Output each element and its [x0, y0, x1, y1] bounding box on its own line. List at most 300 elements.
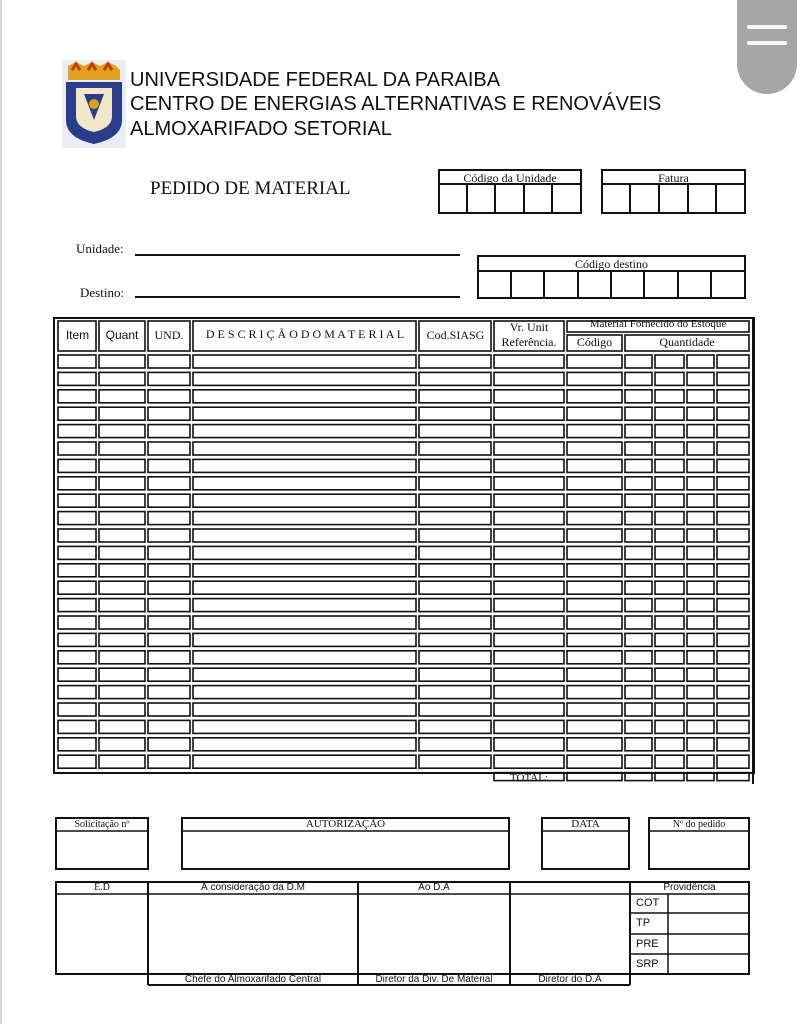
table-cell [625, 390, 652, 403]
table-cell [99, 372, 145, 385]
table-cell [717, 355, 749, 368]
table-cell [687, 529, 714, 542]
table-cell [419, 512, 491, 525]
table-cell [687, 738, 714, 751]
table-cell [148, 512, 190, 525]
table-cell [419, 355, 491, 368]
table-cell [494, 494, 564, 507]
table-cell [99, 477, 145, 490]
table-cell [717, 720, 749, 733]
table-cell [193, 529, 416, 542]
table-cell [419, 459, 491, 472]
department-name: ALMOXARIFADO SETORIAL [130, 118, 392, 140]
table-cell [419, 529, 491, 542]
table-cell [494, 372, 564, 385]
table-cell [625, 512, 652, 525]
table-cell [99, 494, 145, 507]
table-cell [567, 616, 622, 629]
table-cell [148, 755, 190, 768]
table-cell [494, 546, 564, 559]
table-cell [148, 720, 190, 733]
destino-label: Destino: [80, 285, 125, 300]
table-cell [419, 581, 491, 594]
ed-label: E.D [94, 882, 110, 893]
table-cell [717, 703, 749, 716]
table-cell [655, 651, 684, 664]
table-cell [58, 599, 96, 612]
solicitacao-label: Solicitação nº [74, 819, 130, 830]
table-cell [625, 651, 652, 664]
table-cell [494, 633, 564, 646]
table-cell [494, 599, 564, 612]
table-cell [625, 425, 652, 438]
table-cell [99, 459, 145, 472]
table-cell [655, 686, 684, 699]
table-cell [99, 355, 145, 368]
table-cell [567, 755, 622, 768]
table-cell [58, 459, 96, 472]
table-cell [687, 477, 714, 490]
table-cell [494, 407, 564, 420]
table-cell [58, 581, 96, 594]
table-cell [494, 442, 564, 455]
table-cell [625, 564, 652, 577]
table-cell [567, 372, 622, 385]
table-cell [625, 738, 652, 751]
table-cell [717, 425, 749, 438]
table-cell [148, 442, 190, 455]
table-cell [58, 616, 96, 629]
table-cell [655, 564, 684, 577]
table-cell [567, 720, 622, 733]
table-cell [717, 529, 749, 542]
table-cell [58, 494, 96, 507]
table-cell [625, 686, 652, 699]
table-cell [494, 512, 564, 525]
table-cell [148, 686, 190, 699]
table-cell [193, 651, 416, 664]
form-title: PEDIDO DE MATERIAL [150, 178, 351, 199]
table-cell [717, 738, 749, 751]
table-cell [148, 355, 190, 368]
table-cell [419, 425, 491, 438]
table-cell [148, 459, 190, 472]
table-cell [625, 581, 652, 594]
numero-pedido-label: Nº do pedido [672, 819, 726, 830]
table-cell [193, 755, 416, 768]
table-cell [717, 407, 749, 420]
table-cell [193, 546, 416, 559]
table-cell [625, 720, 652, 733]
table-cell [687, 564, 714, 577]
table-cell [687, 390, 714, 403]
table-cell [99, 633, 145, 646]
table-cell [58, 546, 96, 559]
table-cell [99, 720, 145, 733]
table-cell [494, 425, 564, 438]
table-cell [58, 425, 96, 438]
table-cell [655, 512, 684, 525]
providencia-cot: COT [636, 897, 660, 909]
table-cell [419, 442, 491, 455]
header-material-fornecido: Material Fornecido do Estoque [589, 318, 727, 330]
table-cell [717, 564, 749, 577]
table-cell [193, 442, 416, 455]
consideracao-label: À consideração da D.M [201, 882, 305, 893]
table-cell [625, 494, 652, 507]
table-cell [148, 616, 190, 629]
table-cell [567, 442, 622, 455]
table-cell [625, 633, 652, 646]
table-cell [625, 755, 652, 768]
table-cell [625, 529, 652, 542]
table-cell [58, 633, 96, 646]
table-cell [625, 546, 652, 559]
header-item: Item [65, 328, 90, 342]
table-cell [494, 668, 564, 681]
providencia-tp: TP [636, 917, 651, 929]
table-cell [567, 546, 622, 559]
table-cell [717, 512, 749, 525]
table-cell [687, 616, 714, 629]
table-cell [567, 703, 622, 716]
table-cell [148, 407, 190, 420]
table-cell [567, 407, 622, 420]
table-cell [494, 616, 564, 629]
table-cell [148, 494, 190, 507]
diretor-div-label: Diretor da Div. De Material [375, 974, 493, 985]
table-cell [687, 668, 714, 681]
table-cell [494, 581, 564, 594]
table-cell [99, 686, 145, 699]
table-cell [58, 477, 96, 490]
table-cell [567, 425, 622, 438]
table-cell [193, 668, 416, 681]
table-cell [717, 442, 749, 455]
table-cell [625, 599, 652, 612]
table-cell [655, 355, 684, 368]
table-cell [567, 494, 622, 507]
header-quantidade: Quantidade [659, 335, 715, 349]
table-cell [58, 703, 96, 716]
table-cell [687, 633, 714, 646]
table-cell [494, 651, 564, 664]
table-cell [687, 494, 714, 507]
table-cell [567, 686, 622, 699]
table-cell [99, 616, 145, 629]
table-cell [625, 355, 652, 368]
table-cell [193, 599, 416, 612]
table-cell [99, 564, 145, 577]
header-codigo: Código [576, 335, 613, 349]
table-cell [655, 738, 684, 751]
table-cell [193, 459, 416, 472]
table-cell [99, 668, 145, 681]
table-cell [193, 564, 416, 577]
table-cell [494, 703, 564, 716]
codigo-destino-label: Código destino [574, 257, 648, 271]
table-cell [148, 425, 190, 438]
table-cell [687, 599, 714, 612]
form-grid [2, 0, 803, 1024]
table-cell [687, 755, 714, 768]
table-cell [193, 390, 416, 403]
table-cell [99, 651, 145, 664]
table-cell [717, 616, 749, 629]
table-cell [419, 372, 491, 385]
table-cell [687, 581, 714, 594]
table-cell [148, 599, 190, 612]
table-cell [193, 372, 416, 385]
header-quant: Quant [105, 328, 139, 342]
table-cell [717, 372, 749, 385]
table-cell [58, 564, 96, 577]
table-cell [148, 390, 190, 403]
total-label: TOTAL: [509, 772, 549, 784]
autorizacao-label: AUTORIZAÇÃO [305, 818, 386, 830]
table-cell [419, 477, 491, 490]
table-cell [99, 407, 145, 420]
table-cell [148, 633, 190, 646]
table-cell [193, 581, 416, 594]
table-cell [655, 390, 684, 403]
table-cell [419, 651, 491, 664]
table-cell [625, 703, 652, 716]
table-cell [148, 372, 190, 385]
table-cell [148, 564, 190, 577]
table-cell [58, 686, 96, 699]
table-cell [494, 720, 564, 733]
table-cell [148, 546, 190, 559]
codigo-unidade-label: Código da Unidade [463, 171, 557, 185]
table-cell [419, 494, 491, 507]
table-cell [687, 459, 714, 472]
chefe-label: Chefe do Almoxarifado Central [184, 974, 322, 985]
table-cell [419, 703, 491, 716]
table-cell [717, 459, 749, 472]
table-cell [655, 407, 684, 420]
table-cell [717, 755, 749, 768]
table-cell [687, 703, 714, 716]
header-referencia: Referência. [501, 335, 557, 349]
table-cell [99, 442, 145, 455]
table-cell [655, 720, 684, 733]
table-cell [655, 529, 684, 542]
table-cell [193, 494, 416, 507]
fatura-label: Fatura [658, 171, 689, 185]
table-cell [419, 616, 491, 629]
table-cell [494, 355, 564, 368]
table-cell [193, 720, 416, 733]
table-cell [99, 599, 145, 612]
table-cell [419, 738, 491, 751]
table-cell [58, 512, 96, 525]
table-cell [419, 599, 491, 612]
table-cell [99, 581, 145, 594]
header-vr-unit: Vr. Unit [509, 320, 549, 334]
table-cell [419, 564, 491, 577]
table-cell [567, 633, 622, 646]
table-cell [58, 407, 96, 420]
table-cell [655, 581, 684, 594]
table-cell [687, 686, 714, 699]
table-cell [625, 616, 652, 629]
table-cell [419, 686, 491, 699]
table-cell [625, 442, 652, 455]
table-cell [687, 546, 714, 559]
table-cell [717, 581, 749, 594]
table-cell [625, 407, 652, 420]
table-cell [148, 477, 190, 490]
table-cell [494, 477, 564, 490]
table-cell [99, 425, 145, 438]
providencia-label: Providência [663, 882, 716, 893]
table-cell [494, 738, 564, 751]
table-cell [148, 668, 190, 681]
diretor-da-label: Diretor do D.A [538, 974, 602, 985]
table-cell [99, 529, 145, 542]
ao-da-label: Ao D.A [418, 882, 450, 893]
table-cell [419, 546, 491, 559]
table-cell [567, 529, 622, 542]
table-cell [655, 459, 684, 472]
table-cell [655, 546, 684, 559]
table-cell [655, 755, 684, 768]
table-cell [567, 355, 622, 368]
table-cell [717, 686, 749, 699]
table-cell [148, 703, 190, 716]
header-cod-siasg: Cod.SIASG [426, 328, 485, 342]
table-cell [717, 651, 749, 664]
table-cell [687, 372, 714, 385]
table-cell [58, 529, 96, 542]
table-cell [494, 529, 564, 542]
table-cell [99, 512, 145, 525]
table-cell [717, 633, 749, 646]
table-cell [717, 494, 749, 507]
table-cell [419, 755, 491, 768]
table-cell [99, 703, 145, 716]
providencia-pre: PRE [636, 938, 659, 950]
center-name: CENTRO DE ENERGIAS ALTERNATIVAS E RENOVÁVEIS [130, 93, 662, 115]
table-cell [567, 738, 622, 751]
table-cell [567, 564, 622, 577]
table-cell [193, 738, 416, 751]
table-cell [193, 703, 416, 716]
table-cell [687, 355, 714, 368]
table-cell [567, 459, 622, 472]
table-cell [99, 738, 145, 751]
table-cell [567, 581, 622, 594]
table-cell [193, 633, 416, 646]
table-cell [717, 546, 749, 559]
table-cell [655, 668, 684, 681]
table-cell [717, 668, 749, 681]
table-cell [419, 407, 491, 420]
table-cell [625, 477, 652, 490]
table-cell [687, 425, 714, 438]
table-cell [58, 372, 96, 385]
providencia-srp: SRP [636, 958, 659, 970]
table-cell [99, 546, 145, 559]
table-cell [99, 390, 145, 403]
table-cell [494, 686, 564, 699]
table-cell [625, 668, 652, 681]
table-cell [655, 425, 684, 438]
table-cell [193, 686, 416, 699]
table-cell [58, 720, 96, 733]
table-cell [687, 442, 714, 455]
table-cell [58, 442, 96, 455]
data-label: DATA [571, 818, 600, 830]
table-cell [567, 512, 622, 525]
table-cell [148, 581, 190, 594]
table-cell [193, 616, 416, 629]
table-cell [419, 633, 491, 646]
table-cell [494, 390, 564, 403]
table-cell [419, 720, 491, 733]
table-cell [655, 703, 684, 716]
table-cell [567, 390, 622, 403]
table-cell [687, 720, 714, 733]
table-cell [567, 599, 622, 612]
table-cell [58, 755, 96, 768]
table-cell [717, 599, 749, 612]
header-descricao: D E S C R I Ç Ã O D O M A T E R I A L [205, 327, 405, 341]
table-cell [419, 668, 491, 681]
table-cell [148, 651, 190, 664]
table-cell [687, 651, 714, 664]
table-cell [655, 616, 684, 629]
table-cell [58, 390, 96, 403]
table-cell [99, 755, 145, 768]
unidade-label: Unidade: [76, 241, 124, 256]
header-und: UND. [154, 328, 184, 342]
table-cell [655, 494, 684, 507]
table-cell [655, 442, 684, 455]
table-cell [687, 512, 714, 525]
table-cell [193, 477, 416, 490]
table-cell [567, 668, 622, 681]
table-cell [717, 477, 749, 490]
table-cell [419, 390, 491, 403]
table-cell [193, 425, 416, 438]
university-name: UNIVERSIDADE FEDERAL DA PARAIBA [130, 69, 501, 91]
table-cell [58, 738, 96, 751]
table-cell [58, 651, 96, 664]
table-cell [494, 564, 564, 577]
table-cell [655, 633, 684, 646]
table-cell [193, 512, 416, 525]
table-cell [148, 738, 190, 751]
table-cell [655, 477, 684, 490]
table-cell [717, 390, 749, 403]
table-cell [625, 372, 652, 385]
table-cell [655, 599, 684, 612]
table-cell [148, 529, 190, 542]
table-cell [687, 407, 714, 420]
table-cell [58, 668, 96, 681]
table-cell [193, 407, 416, 420]
table-cell [567, 477, 622, 490]
table-cell [655, 372, 684, 385]
table-cell [625, 459, 652, 472]
table-cell [494, 755, 564, 768]
table-cell [567, 651, 622, 664]
table-cell [58, 355, 96, 368]
table-cell [193, 355, 416, 368]
table-cell [494, 459, 564, 472]
